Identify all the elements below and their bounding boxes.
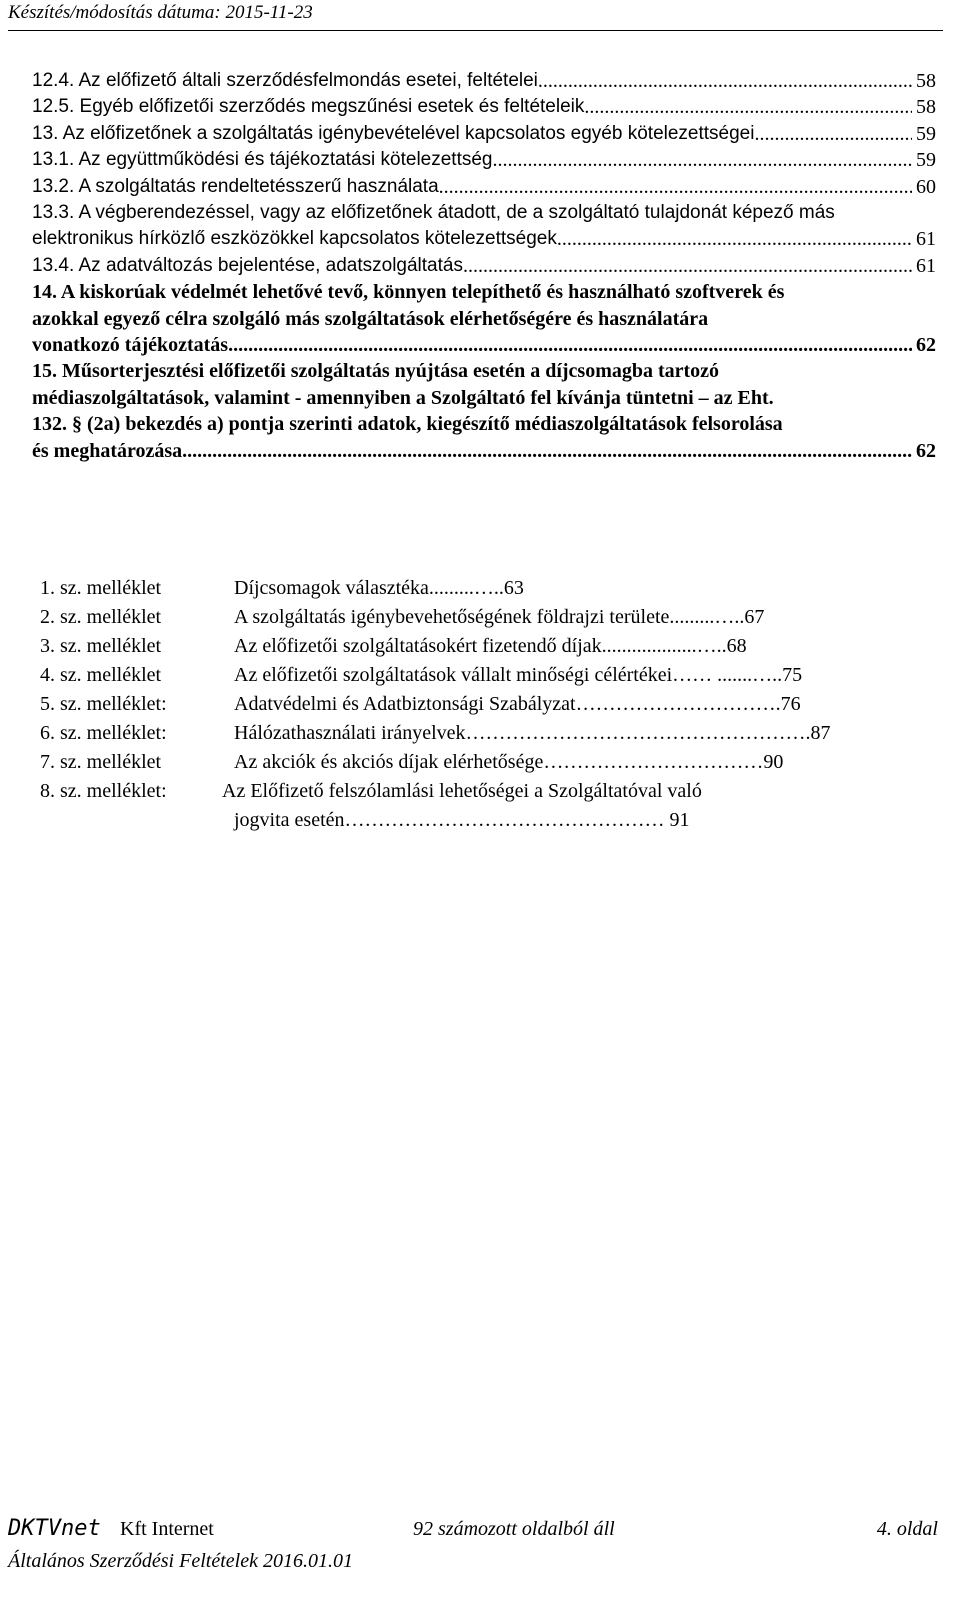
annex-title-continuation (40, 806, 935, 835)
annex-label: 1. sz. melléklet (40, 577, 162, 599)
toc-entry (32, 438, 936, 464)
toc-entry-page: 62 (916, 334, 936, 357)
annex-label: 8. sz. melléklet: (40, 780, 167, 802)
toc-entry-page: 61 (916, 228, 936, 251)
annex-label: 7. sz. melléklet (40, 751, 162, 773)
annex-title: Az előfizetői szolgáltatások vállalt minőségi célértékei…… .......…..75 (234, 664, 803, 686)
annex-item (40, 748, 935, 777)
toc-entry-title: és meghatározása. (32, 439, 188, 462)
toc-entry (32, 68, 936, 94)
toc-entry (32, 94, 936, 120)
toc-entry (32, 253, 936, 279)
table-of-contents (32, 68, 936, 464)
annex-item (40, 574, 935, 603)
annex-label: 2. sz. melléklet (40, 606, 162, 628)
footer-brand: DKTVnet (8, 1516, 101, 1541)
footer-pages-note: 92 számozott oldalból áll (413, 1518, 615, 1540)
annex-label: 6. sz. melléklet: (40, 722, 167, 744)
footer-doc-title: Általános Szerződési Feltételek 2016.01.01 (8, 1550, 353, 1572)
toc-leader-dots (439, 174, 912, 200)
toc-entry-page: 59 (916, 149, 936, 172)
annex-title: Az akciók és akciós díjak elérhetősége……………………………90 (234, 751, 784, 773)
toc-entry-page: 58 (916, 70, 936, 92)
toc-entry: 14. A kiskorúak védelmét lehetővé tevő, könnyen telepíthető és használható szoftverek és (32, 281, 785, 304)
page-footer (8, 1516, 938, 1573)
toc-entry-title: vonatkozó tájékoztatás (32, 334, 229, 357)
toc-entry (32, 147, 936, 173)
toc-entry: azokkal egyező célra szolgáló más szolgáltatások elérhetőségére és használatára (32, 307, 709, 330)
annex-list (40, 574, 935, 835)
annex-title-continuation-text: jogvita esetén………………………………………… 91 (234, 809, 690, 831)
toc-entry: 132. § (2a) bekezdés a) pontja szerinti adatok, kiegészítő médiaszolgáltatások felsorolása (32, 413, 783, 436)
footer-brand-sub: Kft Internet (120, 1518, 214, 1540)
toc-entry-page: 58 (916, 96, 936, 119)
footer-page-number: 4. oldal (876, 1518, 938, 1540)
toc-leader-dots (187, 438, 912, 464)
toc-leader-dots (463, 253, 912, 279)
annex-title: Díjcsomagok választéka.........…..63 (234, 577, 524, 599)
annex-label: 4. sz. melléklet (40, 664, 162, 686)
annex-item (40, 632, 935, 661)
toc-entry-title: 12.4. Az előfizető általi szerződésfelmondás esetei, feltételei (32, 70, 538, 91)
toc-entry-page: 62 (916, 439, 936, 462)
annex-item (40, 603, 935, 632)
toc-leader-dots (754, 121, 912, 147)
annex-title: A szolgáltatás igénybevehetőségének földrajzi területe.........…..67 (234, 606, 765, 628)
toc-entry: 13.3. A végberendezéssel, vagy az előfizetőnek átadott, de a szolgáltató tulajdonát képező más (32, 202, 835, 224)
toc-entry-title: 13.2. A szolgáltatás rendeltetésszerű használata (32, 175, 439, 197)
toc-entry-title: 12.5. Egyéb előfizetői szerződés megszűnési esetek és feltételeik (32, 96, 585, 118)
page-header: Készítés/módosítás dátuma: 2015-11-23 (8, 2, 943, 31)
toc-entry-page: 61 (916, 254, 936, 277)
annex-title: Hálózathasználati irányelvek…………………………………………….87 (234, 722, 831, 744)
annex-title: Az Előfizető felszólamlási lehetőségei a Szolgáltatóval való (222, 780, 702, 802)
annex-item (40, 719, 935, 748)
toc-entry-title: 13.1. Az együttműködési és tájékoztatási kötelezettség (32, 149, 493, 171)
toc-entry (32, 332, 936, 358)
annex-title: Adatvédelmi és Adatbiztonsági Szabályzat………………………….76 (234, 693, 801, 715)
toc-entry-title: elektronikus hírközlő eszközökkel kapcsolatos kötelezettségek (32, 228, 557, 250)
toc-entry-title: 13.4. Az adatváltozás bejelentése, adatszolgáltatás (32, 254, 463, 276)
annex-item (40, 661, 935, 690)
toc-entry: médiaszolgáltatások, valamint - amennyiben a Szolgáltató fel kívánja tüntetni – az Eht. (32, 386, 774, 409)
toc-leader-dots (584, 94, 912, 120)
toc-leader-dots (538, 68, 912, 94)
toc-entry: 15. Műsorterjesztési előfizetői szolgáltatás nyújtása esetén a díjcsomagba tartozó (32, 360, 720, 383)
annex-label: 5. sz. melléklet: (40, 693, 167, 715)
toc-entry-page: 60 (916, 175, 936, 198)
annex-label: 3. sz. melléklet (40, 635, 162, 657)
toc-entry (32, 226, 936, 252)
toc-entry-page: 59 (916, 122, 936, 145)
toc-leader-dots (493, 147, 913, 173)
toc-entry-title: 13. Az előfizetőnek a szolgáltatás igénybevételével kapcsolatos egyéb kötelezettségei (32, 122, 755, 144)
annex-item (40, 777, 935, 806)
annex-title: Az előfizetői szolgáltatásokért fizetendő díjak...................…..68 (234, 635, 747, 657)
toc-entry (32, 174, 936, 200)
toc-entry (32, 121, 936, 147)
toc-leader-dots (557, 226, 912, 252)
annex-item (40, 690, 935, 719)
toc-leader-dots (228, 332, 912, 358)
